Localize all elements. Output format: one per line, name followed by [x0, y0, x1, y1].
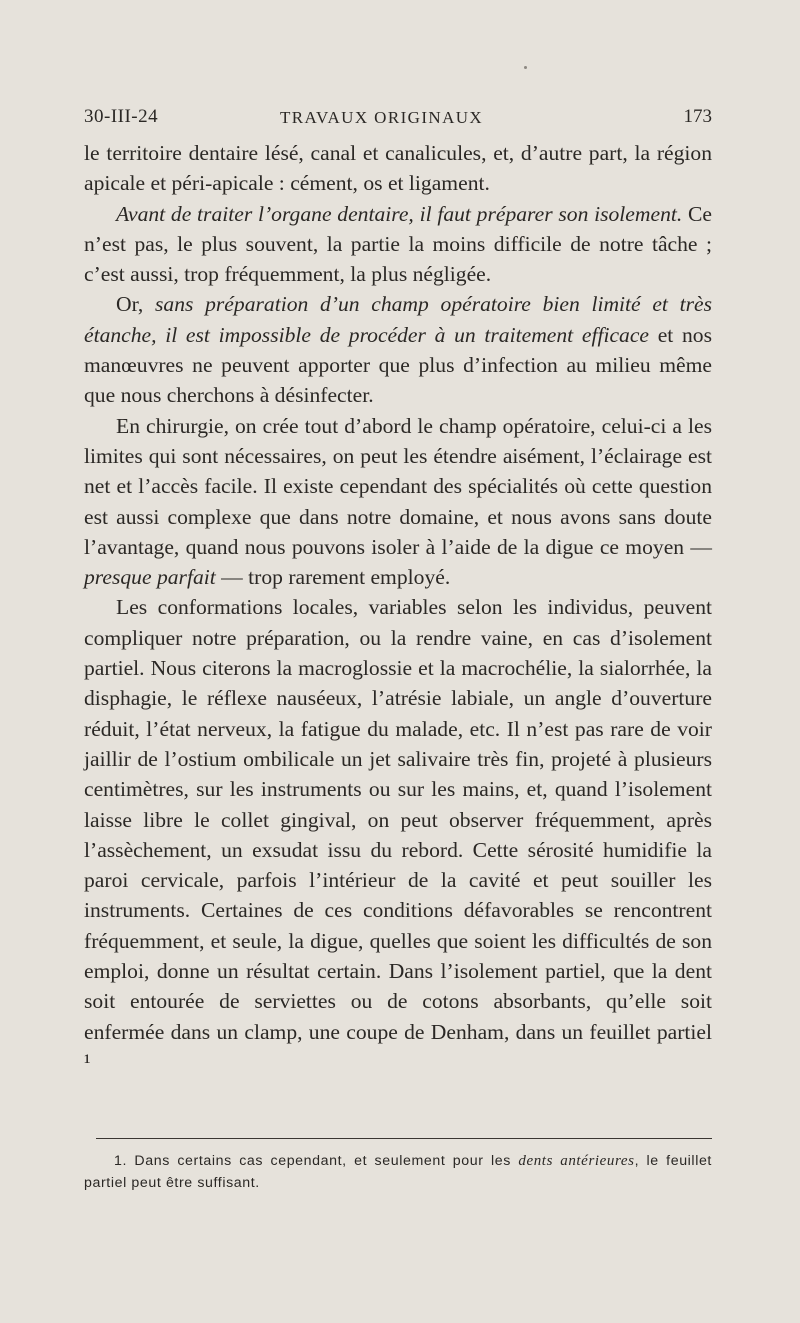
footnote-rule: [96, 1138, 712, 1139]
italic-run: dents antérieures: [518, 1153, 635, 1169]
paragraph: [84, 411, 712, 593]
header-date: 30-III-24: [84, 106, 159, 127]
text-run: En chirurgie, on crée tout d’abord le champ opératoire, celui-ci a les limites qui sont nécessaires, on peut les étendre aisément, l’éclairage est net et l’accès facile. Il existe cependant des spécialités où cette question est aussi complexe que dans notre domaine, et nous avons sans doute l’avantage, quand nous pouvons isoler à l’aide de la digue ce moyen —: [84, 413, 712, 559]
paragraph: [84, 592, 712, 1077]
text-run: Ce n’est pas, le plus souvent, la partie la moins difficile de notre tâche ; c’est aussi, trop fréquemment, la plus négligée.: [84, 201, 712, 287]
text-run: Les conformations locales, variables selon les individus, peuvent compliquer notre préparation, ou la rendre vaine, en cas d’isolement partiel. Nous citerons la macroglossie et la macrochélie, la sialorrhée, la disphagie, le réflexe nauséeux, l’atrésie labiale, un angle d’ouverture réduit, l’état nerveux, la fatigue du malade, etc. Il n’est pas rare de voir jaillir de l’ostium ombilicale un jet salivaire très fin, projeté à plusieurs centimètres, sur les instruments ou sur les mains, et, quand l’isolement laisse libre le collet gingival, on peut observer fréquemment, après l’assèchement, un exsudat issu du rebord. Cette sérosité humidifie la paroi cervicale, parfois l’intérieur de la cavité et peut souiller les instruments. Certaines de ces conditions défavorables se rencontrent fréquemment, et seule, la digue, quelles que soient les difficultés de son emploi, donne un résultat certain. Dans l’isolement partiel, que la dent soit entourée de serviettes ou de cotons absorbants, qu’elle soit enfermée dans un clamp, une coupe de Denham, dans un feuillet partiel: [84, 595, 712, 1044]
italic-run: sans préparation d’un champ opératoire bien limité et très étanche, il est impossible de procéder à un traitement efficace: [84, 292, 712, 347]
paper-speck: [524, 66, 527, 69]
page-number: 173: [683, 106, 712, 127]
body-text: [84, 138, 712, 1077]
text-run: et nos manœuvres ne peuvent apporter que plus d’infection au milieu même que nous cherchons à désinfecter.: [84, 322, 712, 408]
text-run: le territoire dentaire lésé, canal et canalicules, et, d’autre part, la région apicale et péri-apicale : cément, os et ligament.: [84, 141, 712, 196]
italic-run: presque parfait: [84, 565, 216, 590]
text-run: 1. Dans certains cas cependant, et seulement pour les: [114, 1153, 519, 1169]
text-run: — trop rarement employé.: [215, 565, 451, 590]
running-head: [84, 102, 712, 132]
paragraph: [84, 199, 712, 290]
italic-run: Avant de traiter l’organe dentaire, il faut préparer son isolement.: [116, 201, 683, 226]
text-run: ¹: [84, 1049, 91, 1074]
text-run: Or,: [116, 292, 156, 317]
footnote: [84, 1150, 712, 1194]
paragraph: [84, 138, 712, 199]
header-section-title: TRAVAUX ORIGINAUX: [280, 108, 484, 127]
paragraph: [84, 289, 712, 410]
text-run: , le feuillet partiel peut être suffisant.: [84, 1153, 712, 1191]
